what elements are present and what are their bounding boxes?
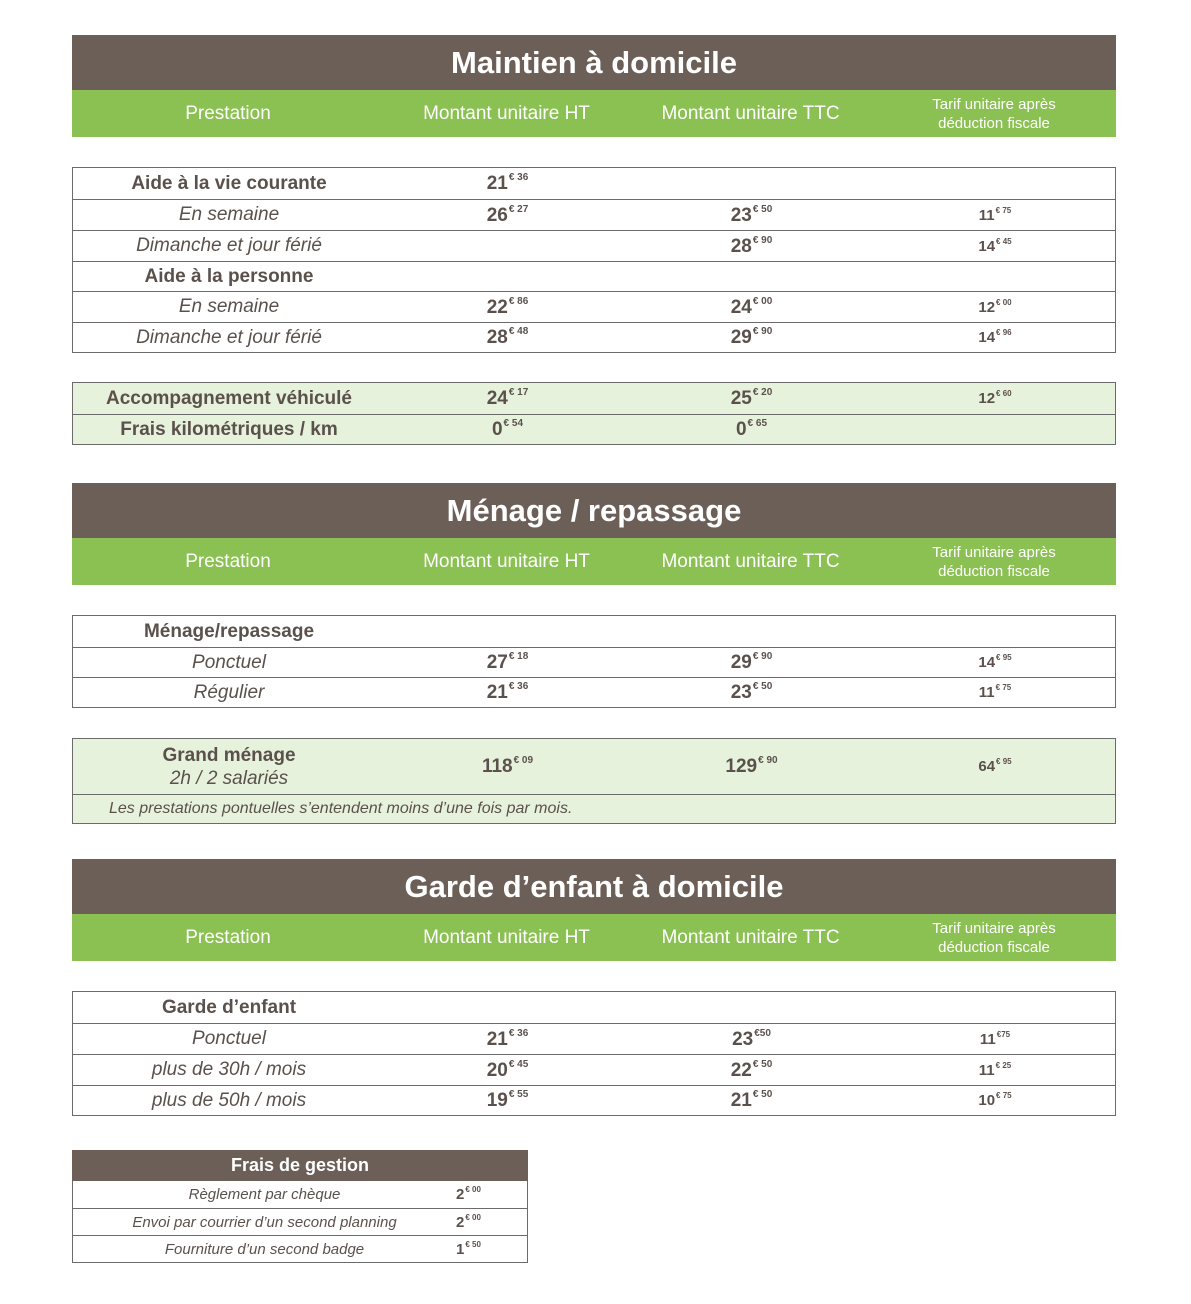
col-fiscal [872,543,1116,581]
row-label: En semaine [178,204,280,225]
price-fiscal: $11^{€ 75}$ [978,205,1012,224]
price-fiscal: $14^{€ 45}$ [978,236,1012,255]
price-ttc: $23^{€50}$ [732,1027,771,1050]
fee-label: Envoi par courrier d’un second planning [132,1213,397,1231]
table-row [73,199,1115,230]
row-sublabel: 2h / 2 salariés [169,767,289,789]
price-ht: $21^{€ 36}$ [486,172,529,194]
row-label: Grand ménage [162,744,296,766]
ponctuel-note: Les prestations pontuelles s’entendent moins d’une fois par mois. [109,800,573,817]
price-ttc: $29^{€ 90}$ [730,326,773,348]
fee-price: $1^{€ 50}$ [456,1239,481,1258]
table-row [73,739,1115,794]
price-fiscal: $14^{€ 96}$ [978,328,1012,346]
col-fiscal-line2: déduction fiscale [938,562,1050,580]
col-fiscal-line1: Tarif unitaire après [932,919,1056,937]
col-fiscal-line1: Tarif unitaire après [932,543,1056,561]
fee-label: Fourniture d’un second badge [164,1240,365,1258]
price-fiscal: $11^{€ 25}$ [978,1060,1012,1079]
price-ht: $26^{€ 27}$ [486,203,529,226]
col-ttc: Montant unitaire TTC [661,550,840,572]
garde-table [72,991,1116,1116]
table-row [73,1181,527,1208]
price-ttc: $0^{€ 65}$ [735,418,768,440]
col-fiscal [872,919,1116,957]
price-ht: $0^{€ 54}$ [491,418,524,440]
col-fiscal [872,95,1116,133]
table-row [73,794,1115,823]
fees-table [72,1150,528,1263]
menage-table [72,615,1116,708]
price-ht: $20^{€ 45}$ [486,1058,529,1081]
table-row [73,261,1115,291]
price-ttc: $25^{€ 20}$ [730,387,773,409]
garde-title: Garde d’enfant à domicile [72,859,1116,914]
row-label: Dimanche et jour férié [136,326,322,348]
row-label: Frais kilométriques / km [120,418,338,440]
price-fiscal: $11^{€75}$ [979,1029,1011,1048]
price-ht: $22^{€ 86}$ [486,295,529,318]
col-ht: Montant unitaire HT [423,550,590,572]
table-row [73,1235,527,1262]
price-fiscal: $14^{€ 95}$ [978,653,1012,671]
price-fiscal: $12^{€ 60}$ [978,389,1012,407]
menage-section-header [72,483,1116,585]
garde-section-header [72,859,1116,961]
row-label: Aide à la personne [144,265,314,287]
menage-column-headers [72,538,1116,585]
table-row [73,230,1115,261]
price-ttc: $28^{€ 90}$ [730,234,773,257]
fee-label: Règlement par chèque [188,1186,341,1203]
table-row [73,322,1115,352]
table-row [73,647,1115,677]
fee-price: $2^{€ 00}$ [456,1185,481,1203]
price-ttc: $129^{€ 90}$ [725,755,778,777]
price-fiscal: $11^{€ 75}$ [978,683,1012,701]
row-label: Garde d’enfant [161,996,297,1018]
price-ttc: $22^{€ 50}$ [730,1058,773,1081]
price-ht: $28^{€ 48}$ [486,326,529,348]
table-row [73,383,1115,414]
maintien-title: Maintien à domicile [72,35,1116,90]
row-label: Ponctuel [192,651,266,673]
menage-title: Ménage / repassage [72,483,1116,538]
table-row [73,677,1115,707]
fee-price: $2^{€ 00}$ [456,1212,481,1231]
price-ht: $24^{€ 17}$ [486,387,529,409]
price-ht: $21^{€ 36}$ [486,681,529,703]
table-row [73,1023,1115,1054]
maintien-column-headers [72,90,1116,137]
price-ttc: $23^{€ 50}$ [730,203,773,226]
price-ht: $21^{€ 36}$ [486,1027,529,1050]
price-ttc: $21^{€ 50}$ [730,1089,773,1111]
maintien-section-header [72,35,1116,137]
col-prestation: Prestation [185,926,271,948]
col-ttc: Montant unitaire TTC [661,102,840,124]
col-prestation: Prestation [185,102,271,124]
col-ht: Montant unitaire HT [423,926,590,948]
price-ht: $27^{€ 18}$ [486,651,529,673]
row-label-group [73,744,385,790]
grand-menage-table [72,738,1116,824]
row-label: Ponctuel [192,1028,266,1049]
table-row [73,616,1115,647]
fees-body [72,1181,528,1263]
col-prestation: Prestation [185,550,271,572]
row-label: Régulier [193,681,265,703]
price-ttc: $24^{€ 00}$ [730,295,773,318]
row-label: plus de 50h / mois [151,1089,307,1111]
garde-column-headers [72,914,1116,961]
price-fiscal: $64^{€ 95}$ [978,757,1012,775]
table-row [73,992,1115,1023]
col-fiscal-line2: déduction fiscale [938,114,1050,132]
row-label: Ménage/repassage [143,620,315,642]
price-fiscal: $10^{€ 75}$ [978,1091,1012,1109]
table-row [73,1208,527,1235]
row-label: Dimanche et jour férié [136,235,322,256]
table-row [73,168,1115,199]
col-ht: Montant unitaire HT [423,102,590,124]
maintien-table [72,167,1116,353]
col-ttc: Montant unitaire TTC [661,926,840,948]
price-ht: $118^{€ 09}$ [481,755,534,777]
fees-title: Frais de gestion [72,1150,528,1181]
col-fiscal-line2: déduction fiscale [938,938,1050,956]
table-row [73,414,1115,444]
row-label: Accompagnement véhiculé [105,387,353,409]
table-row [73,1085,1115,1115]
accompagnement-table [72,382,1116,445]
row-label: Aide à la vie courante [131,172,327,194]
col-fiscal-line1: Tarif unitaire après [932,95,1056,113]
price-fiscal: $12^{€ 00}$ [978,297,1012,316]
price-ttc: $29^{€ 90}$ [730,651,773,673]
row-label: plus de 30h / mois [151,1059,307,1080]
table-row [73,1054,1115,1085]
row-label: En semaine [178,296,280,317]
price-ht: $19^{€ 55}$ [486,1089,529,1111]
table-row [73,291,1115,322]
price-ttc: $23^{€ 50}$ [730,681,773,703]
